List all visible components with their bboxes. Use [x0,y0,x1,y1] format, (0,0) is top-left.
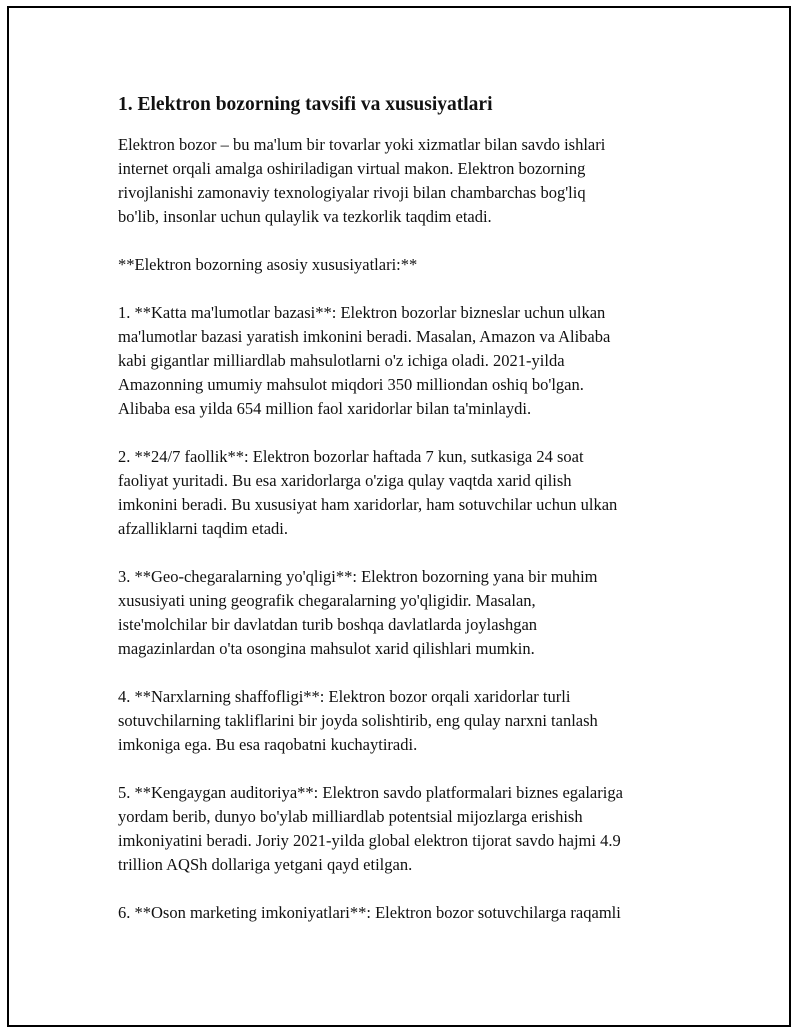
features-heading: **Elektron bozorning asosiy xususiyatlari:** [118,255,418,274]
feature-item-3: 3. **Geo-chegaralarning yo'qligi**: Elektron bozorning yana bir muhim xususiyati uning geografik chegaralarning yo'qligidir. Masalan, iste'molchilar bir davlatdan turib boshqa davlatlarda joylashgan magazinlardan o'ta osongina mahsulot xarid qilishlari mumkin. [118,567,598,658]
feature-item-1: 1. **Katta ma'lumotlar bazasi**: Elektron bozorlar bizneslar uchun ulkan ma'lumotlar bazasi yaratish imkonini beradi. Masalan, Amazon va Alibaba kabi gigantlar milliardlab mahsulotlarni o'z ichiga oladi. 2021-yilda Amazonning umumiy mahsulot miqdori 350 milliondan oshiq bo'lgan. Alibaba esa yilda 654 million faol xaridorlar bilan ta'minlaydi. [118,303,611,418]
feature-item-6: 6. **Oson marketing imkoniyatlari**: Elektron bozor sotuvchilarga raqamli [118,903,621,922]
feature-item-4: 4. **Narxlarning shaffofligi**: Elektron bozor orqali xaridorlar turli sotuvchilarning takliflarini bir joyda solishtirib, eng qulay narxni tanlash imkoniga ega. Bu esa raqobatni kuchaytiradi. [118,687,598,754]
document-body [118,91,688,949]
feature-item-5: 5. **Kengaygan auditoriya**: Elektron savdo platformalari biznes egalariga yordam berib, dunyo bo'ylab milliardlab potentsial mijozlarga erishish imkoniyatini beradi. Joriy 2021-yilda global elektron tijorat savdo hajmi 4.9 trillion AQSh dollariga yetgani qayd etilgan. [118,783,623,874]
section-heading: 1. Elektron bozorning tavsifi va xususiyatlari [118,94,493,115]
intro-paragraph: Elektron bozor – bu ma'lum bir tovarlar yoki xizmatlar bilan savdo ishlari internet orqali amalga oshiriladigan virtual makon. Elektron bozorning rivojlanishi zamonaviy texnologiyalar rivoji bilan chambarchas bog'liq bo'lib, insonlar uchun qulaylik va tezkorlik taqdim etadi. [118,135,606,226]
feature-item-2: 2. **24/7 faollik**: Elektron bozorlar haftada 7 kun, sutkasiga 24 soat faoliyat yuritadi. Bu esa xaridorlarga o'ziga qulay vaqtda xarid qilish imkonini beradi. Bu xususiyat ham xaridorlar, ham sotuvchilar uchun ulkan afzalliklarni taqdim etadi. [118,447,618,538]
